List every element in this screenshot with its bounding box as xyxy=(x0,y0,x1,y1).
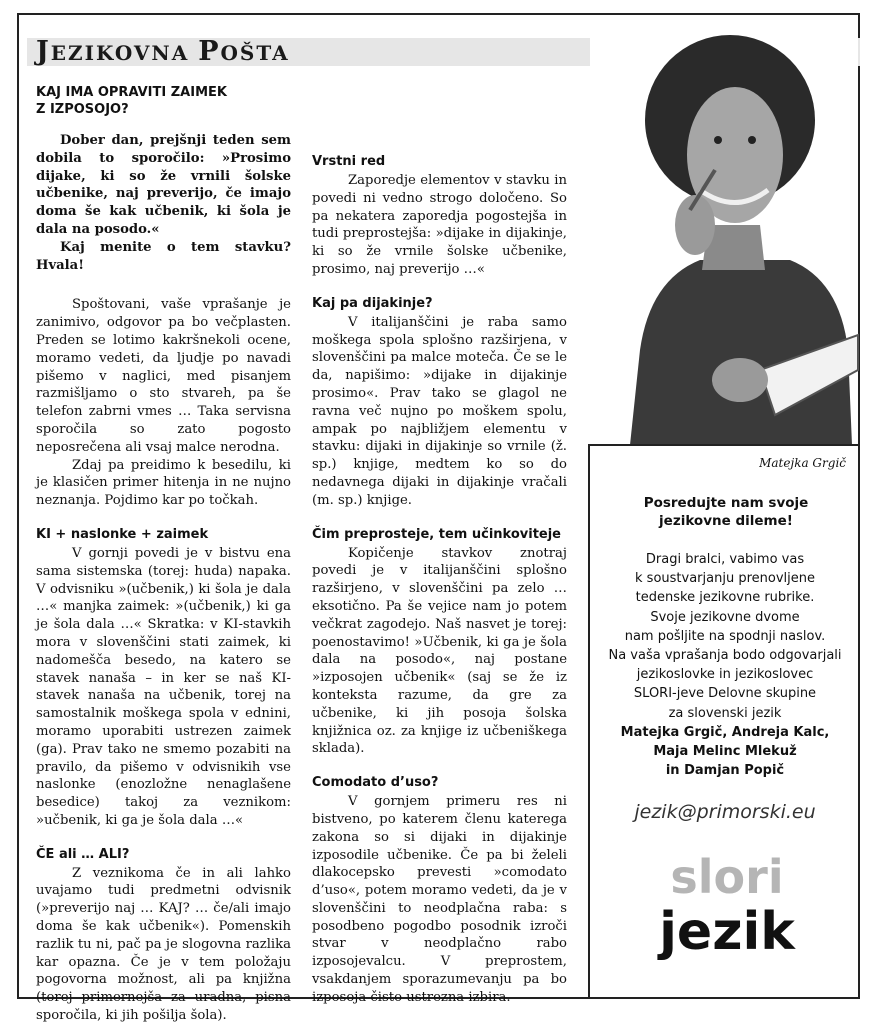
section-text: V italijanščini je raba samo moškega spola splošno razširjena, v slovenščini pa malce moteča. Če se le da, napišimo: »dijake in dijakinje prosimo«. Prav tako se glagol ne ravna več nujno po moškem spolu, ampak po najbližjem elementu v stavku: dijaki in dijakinje so vrnile (ž. sp.) knjige, medtem ko so do nedavnega dijaki in dijakinje vračali (m. sp.) knjige. xyxy=(312,314,567,508)
question-heading: KAJ IMA OPRAVITI ZAIMEK Z IZPOSOJO? xyxy=(36,85,227,117)
letter-question: Kaj menite o tem stavku? Hvala! xyxy=(36,239,291,273)
reader-letter xyxy=(36,132,291,274)
section-heading: Vrstni red xyxy=(312,154,386,169)
call-to-action-heading: Posredujte nam svoje jezikovne dileme! xyxy=(643,495,809,529)
contact-sidebar xyxy=(588,444,860,999)
invitation-text: Dragi bralci, vabimo vas k soustvarjanju prenovljene tedenske jezikovne rubrike. Svoje jezikovne dvome nam pošljite na spodnji naslov. Na vaša vprašanja bodo odgovarjali jezikoslovke in jezikoslovec SLORI-jeve Delovne skupine za slovenski jezik Matejka Grgič, Andreja Kalc, Maja Melinc Mlekuž in Damjan Popič xyxy=(590,550,860,780)
answer-paragraph: Spoštovani, vaše vprašanje je zanimivo, odgovor pa bo večplasten. Preden se lotimo kakršnekoli ocene, moramo vedeti, da ljudje po navadi pišemo v naglici, med pisanjem razmišljamo o sto stvareh, pa še telefon zabrni vmes … Taka servisna sporočila so zato pogosto neposrečena ali vsaj malce nerodna. xyxy=(36,297,291,455)
svg-text:slori: slori xyxy=(670,850,784,904)
column-title: JEZIKOVNA POŠTA xyxy=(36,36,290,67)
section-text: Zaporedje elementov v stavku in povedi ni vedno strogo določeno. So pa nekatera zaporedja pogostejša in tudi preprostejša: »dijake in dijakinje, ki so že vrnile šolske učbenike, prosimo, naj preverijo …« xyxy=(312,173,567,277)
article-column-2 xyxy=(312,84,567,1007)
section-text: Z veznikoma če in ali lahko uvajamo tudi predmetni odvisnik (»preverijo naj … KAJ? … če/ali imajo doma še kak učbenik«). Pomenskih razlik tu ni, pač pa je slogovna razlika kar opazna. Če je v tem položaju pogovorna možnost, ali pa knjižna (torej primernejša za uradna, pisna sporočila, ki jih pošilja šola). xyxy=(36,865,291,1024)
answer-paragraph: Zdaj pa preidimo k besedilu, ki je klasičen primer hitenja in ne nujno neznanja. Pojdimo kar po točkah. xyxy=(36,457,291,509)
section-heading: KI + naslonke + zaimek xyxy=(36,526,209,542)
section-heading: ČE ali … ALI? xyxy=(36,846,130,862)
section-text: V gornjem primeru res ni bistveno, po katerem členu katerega zakona so si dijaki in dijakinje izposodile učbenike. Če pa bi želeli dlakocepsko prevesti »comodato d’uso«, potem moramo vedeti, da je v slovenščini to neodplačna raba: s posodbeno pogodbo posodnik izroči stvar v neodplačno rabo izposojevalcu. V preprostem, vsakdanjem sporazumevanju pa bo izposoja čisto ustrezna izbira. xyxy=(312,794,567,1005)
section-heading: Čim preprosteje, tem učinkoviteje xyxy=(312,526,561,542)
section-text: V gornji povedi je v bistvu ena sama sistemska (torej: huda) napaka. V odvisniku »(učbenik,) ki šola je dala …« manjka zaimek: »(učbenik,) ki ga je šola dala …« Skratka: v KI-stavkih mora v slovenščini stati zaimek, ki nadomešča besedo, na katero se stavek nanaša – in ker se naš KI-stavek nanaša na učbenik, torej na samostalnik moškega spola v ednini, moramo uporabiti ustrezen zaimek (ga). Prav tako ne smemo pozabiti na pravilo, da pišemo v odvisnikih vse naslonke (enozložne nenaglašene besedice) takoj za veznikom: »učbenik, ki ga je šola dala …« xyxy=(36,545,291,828)
slori-jezik-logo xyxy=(652,851,802,961)
photo-caption: Matejka Grgič xyxy=(759,456,846,470)
section-text: Kopičenje stavkov znotraj povedi je v italijanščini splošno razširjeno, v slovenščini pa zelo … eksotično. Pa še vejice nam jo potem večkrat zagodejo. Naš nasvet je torej: poenostavimo! »Učbenik, ki ga je šola dala na posodo«, naj postane »izposojen učbenik« (saj se že iz konteksta razume, da gre za učbenike, ki jih posoja šolska knjižnica oz. za knjige iz učbeniškega sklada). xyxy=(312,545,567,757)
letter-text: Dober dan, prejšnji teden sem dobila to sporočilo: »Prosimo dijake, ki so že vrnili šolske učbenike, naj preverijo, če imajo doma še kak učbenik, ki šola je dala na posodo.« xyxy=(36,133,291,237)
svg-text:jezik: jezik xyxy=(659,902,795,962)
section-heading: Comodato d’uso? xyxy=(312,775,439,791)
author-photo xyxy=(590,20,858,445)
contact-email-link[interactable]: jezik@primorski.eu xyxy=(634,801,816,823)
article-column-1 xyxy=(36,84,291,1024)
author-names: Matejka Grgič, Andreja Kalc, xyxy=(620,724,830,740)
section-heading: Kaj pa dijakinje? xyxy=(312,295,433,311)
